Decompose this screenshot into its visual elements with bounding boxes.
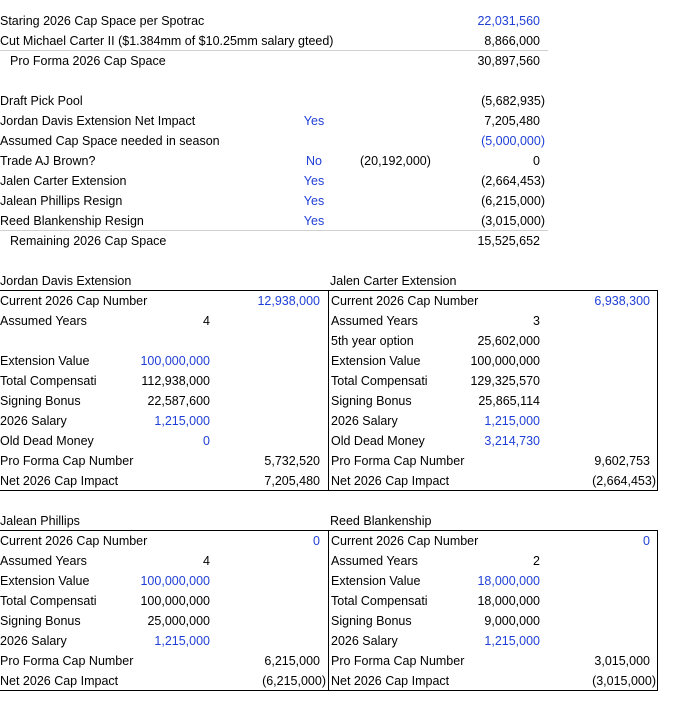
davis-salary-value[interactable]: 1,215,000 (154, 414, 210, 428)
jp-flag[interactable]: Yes (303, 194, 325, 208)
blankenship-salary-label: 2026 Salary (331, 634, 398, 648)
davis-ext-value[interactable]: 100,000,000 (140, 354, 210, 368)
starting-cap-label: Staring 2026 Cap Space per Spotrac (0, 14, 205, 28)
rb-flag[interactable]: Yes (303, 214, 325, 228)
blankenship-years-value[interactable]: 2 (533, 554, 540, 568)
carter-bonus-label: Signing Bonus (331, 394, 412, 408)
phillips-salary-value[interactable]: 1,215,000 (154, 634, 210, 648)
jc-extension-label: Jalen Carter Extension (0, 174, 127, 188)
jp-resign-label: Jalean Phillips Resign (0, 194, 123, 208)
phillips-total-label: Total Compensati (0, 594, 97, 608)
carter-salary-label: 2026 Salary (331, 414, 398, 428)
carter-proforma-value[interactable]: 9,602,753 (594, 454, 650, 468)
blankenship-total-value[interactable]: 18,000,000 (477, 594, 540, 608)
blankenship-current-value[interactable]: 0 (643, 534, 650, 548)
phillips-total-value[interactable]: 100,000,000 (140, 594, 210, 608)
blankenship-net-value[interactable]: (3,015,000) (592, 674, 656, 688)
davis-current-label: Current 2026 Cap Number (0, 294, 148, 308)
blankenship-title: Reed Blankenship (330, 514, 432, 528)
phillips-ext-label: Extension Value (0, 574, 90, 588)
davis-proforma-value[interactable]: 5,732,520 (264, 454, 320, 468)
davis-dead-label: Old Dead Money (0, 434, 94, 448)
carter-net-label: Net 2026 Cap Impact (331, 474, 450, 488)
davis-current-value[interactable]: 12,938,000 (257, 294, 320, 308)
phillips-current-label: Current 2026 Cap Number (0, 534, 148, 548)
davis-ext-label: Extension Value (0, 354, 90, 368)
blankenship-ext-value[interactable]: 18,000,000 (477, 574, 540, 588)
draft-pick-pool-label: Draft Pick Pool (0, 94, 83, 108)
carter-total-value[interactable]: 129,325,570 (470, 374, 540, 388)
carter-bonus-value[interactable]: 25,865,114 (478, 394, 540, 408)
carter-proforma-label: Pro Forma Cap Number (331, 454, 465, 468)
phillips-net-value[interactable]: (6,215,000) (262, 674, 326, 688)
carter-total-label: Total Compensati (331, 374, 428, 388)
phillips-current-value[interactable]: 0 (313, 534, 320, 548)
phillips-net-label: Net 2026 Cap Impact (0, 674, 119, 688)
carter-dead-label: Old Dead Money (331, 434, 425, 448)
phillips-proforma-value[interactable]: 6,215,000 (264, 654, 320, 668)
phillips-title: Jalean Phillips (0, 514, 80, 528)
cut-player-label: Cut Michael Carter II ($1.384mm of $10.25mm salary gteed) (0, 34, 334, 48)
jc-flag[interactable]: Yes (303, 174, 325, 188)
carter-net-value[interactable]: (2,664,453) (592, 474, 656, 488)
davis-years-label: Assumed Years (0, 314, 87, 328)
remaining-cap-space-value[interactable]: 15,525,652 (477, 234, 540, 248)
trade-ajb-flag[interactable]: No (306, 154, 322, 168)
cut-player-value[interactable]: 8,866,000 (484, 34, 540, 48)
assumed-cap-space-value[interactable]: (5,000,000) (481, 134, 545, 148)
blankenship-net-label: Net 2026 Cap Impact (331, 674, 450, 688)
blankenship-proforma-value[interactable]: 3,015,000 (594, 654, 650, 668)
carter-current-label: Current 2026 Cap Number (331, 294, 479, 308)
trade-ajb-label: Trade AJ Brown? (0, 154, 96, 168)
davis-net-value[interactable]: 7,205,480 (264, 474, 320, 488)
carter-title: Jalen Carter Extension (330, 274, 457, 288)
carter-ext-value[interactable]: 100,000,000 (470, 354, 540, 368)
davis-proforma-label: Pro Forma Cap Number (0, 454, 134, 468)
jc-extension-value[interactable]: (2,664,453) (481, 174, 545, 188)
davis-bonus-value[interactable]: 22,587,600 (147, 394, 210, 408)
trade-ajb-note[interactable]: (20,192,000) (360, 154, 431, 168)
jd-net-impact-value[interactable]: 7,205,480 (484, 114, 540, 128)
blankenship-current-label: Current 2026 Cap Number (331, 534, 479, 548)
assumed-cap-space-label: Assumed Cap Space needed in season (0, 134, 220, 148)
davis-total-label: Total Compensati (0, 374, 97, 388)
phillips-proforma-label: Pro Forma Cap Number (0, 654, 134, 668)
davis-dead-value[interactable]: 0 (203, 434, 210, 448)
carter-ext-label: Extension Value (331, 354, 421, 368)
jp-resign-value[interactable]: (6,215,000) (481, 194, 545, 208)
rb-resign-value[interactable]: (3,015,000) (481, 214, 545, 228)
davis-years-value[interactable]: 4 (203, 314, 210, 328)
rb-resign-label: Reed Blankenship Resign (0, 214, 144, 228)
carter-years-value[interactable]: 3 (533, 314, 540, 328)
proforma-cap-space-label: Pro Forma 2026 Cap Space (10, 54, 166, 68)
carter-current-value[interactable]: 6,938,300 (594, 294, 650, 308)
davis-bonus-label: Signing Bonus (0, 394, 81, 408)
carter-years-label: Assumed Years (331, 314, 418, 328)
phillips-bonus-value[interactable]: 25,000,000 (147, 614, 210, 628)
starting-cap-value[interactable]: 22,031,560 (477, 14, 540, 28)
blankenship-proforma-label: Pro Forma Cap Number (331, 654, 465, 668)
phillips-bonus-label: Signing Bonus (0, 614, 81, 628)
proforma-cap-space-value[interactable]: 30,897,560 (477, 54, 540, 68)
phillips-years-label: Assumed Years (0, 554, 87, 568)
phillips-years-value[interactable]: 4 (203, 554, 210, 568)
draft-pick-pool-value[interactable]: (5,682,935) (481, 94, 545, 108)
phillips-ext-value[interactable]: 100,000,000 (140, 574, 210, 588)
davis-total-value[interactable]: 112,938,000 (141, 374, 210, 388)
blankenship-bonus-value[interactable]: 9,000,000 (484, 614, 540, 628)
carter-option-value[interactable]: 25,602,000 (477, 334, 540, 348)
trade-ajb-value[interactable]: 0 (533, 154, 540, 168)
jd-net-impact-label: Jordan Davis Extension Net Impact (0, 114, 196, 128)
carter-option-label: 5th year option (331, 334, 414, 348)
carter-dead-value[interactable]: 3,214,730 (484, 434, 540, 448)
phillips-salary-label: 2026 Salary (0, 634, 67, 648)
blankenship-ext-label: Extension Value (331, 574, 421, 588)
blankenship-salary-value[interactable]: 1,215,000 (484, 634, 540, 648)
remaining-cap-space-label: Remaining 2026 Cap Space (10, 234, 167, 248)
blankenship-bonus-label: Signing Bonus (331, 614, 412, 628)
davis-title: Jordan Davis Extension (0, 274, 132, 288)
carter-salary-value[interactable]: 1,215,000 (484, 414, 540, 428)
blankenship-years-label: Assumed Years (331, 554, 418, 568)
davis-salary-label: 2026 Salary (0, 414, 67, 428)
blankenship-total-label: Total Compensati (331, 594, 428, 608)
jd-flag[interactable]: Yes (303, 114, 325, 128)
davis-net-label: Net 2026 Cap Impact (0, 474, 119, 488)
